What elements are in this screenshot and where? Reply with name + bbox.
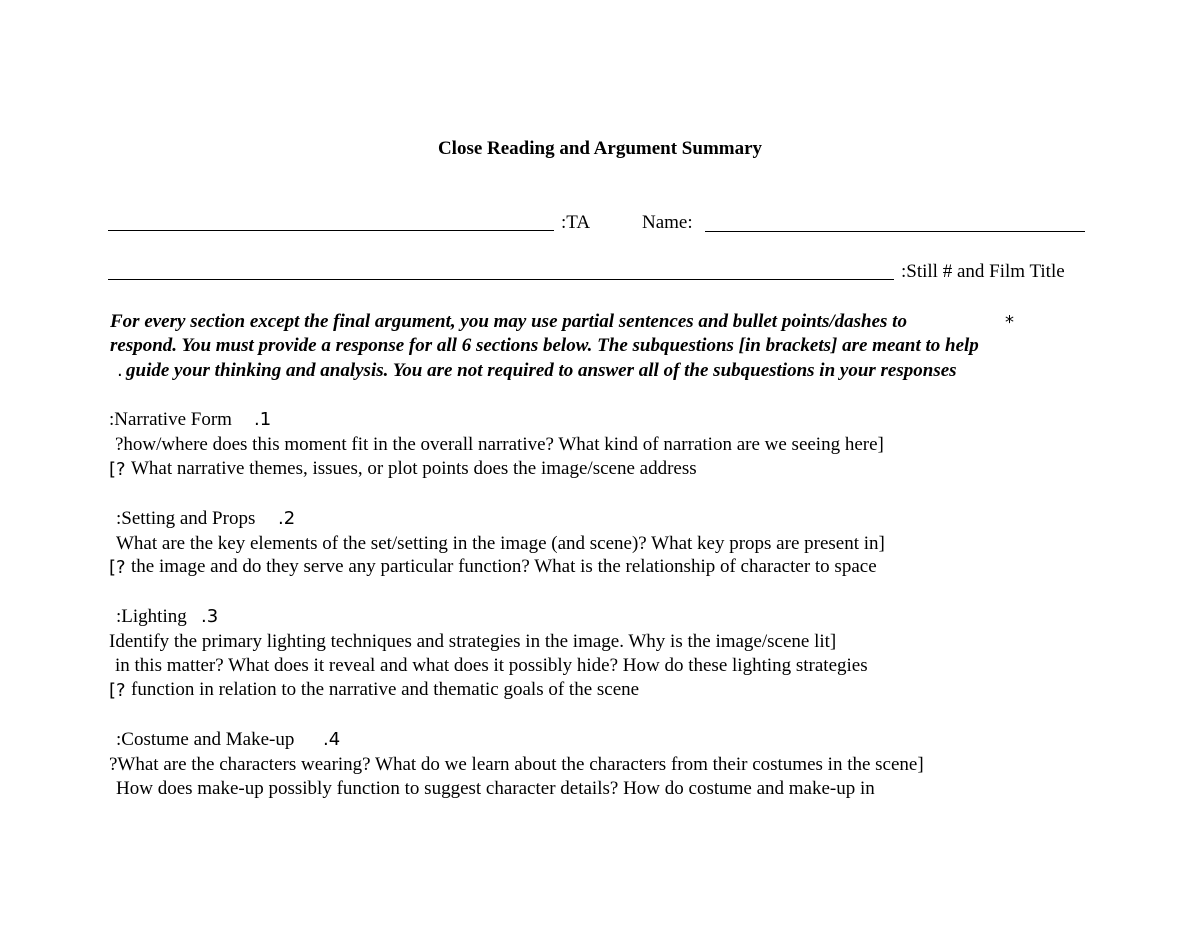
section-1-line-1: ?how/where does this moment fit in the overall narrative? What kind of narration are we seeing here] bbox=[115, 434, 884, 455]
section-2-number: .2 bbox=[278, 508, 296, 529]
section-3-heading: :Lighting bbox=[116, 606, 187, 627]
document-title: Close Reading and Argument Summary bbox=[437, 138, 763, 159]
section-2-line-1: What are the key elements of the set/setting in the image (and scene)? What key props are present in] bbox=[116, 533, 885, 554]
section-2-heading: :Setting and Props bbox=[116, 508, 256, 529]
name-blank-line[interactable] bbox=[705, 231, 1085, 232]
section-3-number: .3 bbox=[201, 606, 219, 627]
still-film-title-blank-line[interactable] bbox=[108, 279, 894, 280]
section-4-line-2: How does make-up possibly function to suggest character details? How do costume and make-up in bbox=[116, 778, 875, 799]
instruction-star: * bbox=[1005, 312, 1014, 333]
instruction-line-1: For every section except the final argument, you may use partial sentences and bullet points/dashes to bbox=[110, 311, 907, 332]
section-3-line-2: in this matter? What does it reveal and what does it possibly hide? How do these lighting strategies bbox=[115, 655, 868, 676]
section-1-heading: :Narrative Form bbox=[109, 409, 232, 430]
section-4-line-1: ?What are the characters wearing? What do we learn about the characters from their costumes in the scene] bbox=[109, 754, 924, 775]
instruction-period: . bbox=[117, 360, 123, 381]
section-3-line-3: function in relation to the narrative and thematic goals of the scene bbox=[131, 679, 640, 700]
section-4-heading: :Costume and Make-up bbox=[116, 729, 295, 750]
name-label: Name: bbox=[642, 212, 693, 233]
section-3-line-1: Identify the primary lighting techniques and strategies in the image. Why is the image/scene lit] bbox=[109, 631, 837, 652]
ta-label: :TA bbox=[561, 212, 591, 233]
section-1-bracket: [? bbox=[109, 459, 126, 480]
still-film-title-label: :Still # and Film Title bbox=[901, 261, 1065, 282]
ta-blank-line[interactable] bbox=[108, 230, 554, 231]
section-2-bracket: [? bbox=[109, 557, 126, 578]
section-4-number: .4 bbox=[323, 729, 341, 750]
section-1-line-2: What narrative themes, issues, or plot points does the image/scene address bbox=[131, 458, 697, 479]
instruction-line-2: respond. You must provide a response for all 6 sections below. The subquestions [in brackets] are meant to help bbox=[110, 335, 979, 356]
section-2-line-2: the image and do they serve any particular function? What is the relationship of character to space bbox=[131, 556, 877, 577]
instruction-line-3: guide your thinking and analysis. You are not required to answer all of the subquestions in your responses bbox=[126, 360, 957, 381]
section-1-number: .1 bbox=[254, 409, 272, 430]
section-3-bracket: [? bbox=[109, 680, 126, 701]
